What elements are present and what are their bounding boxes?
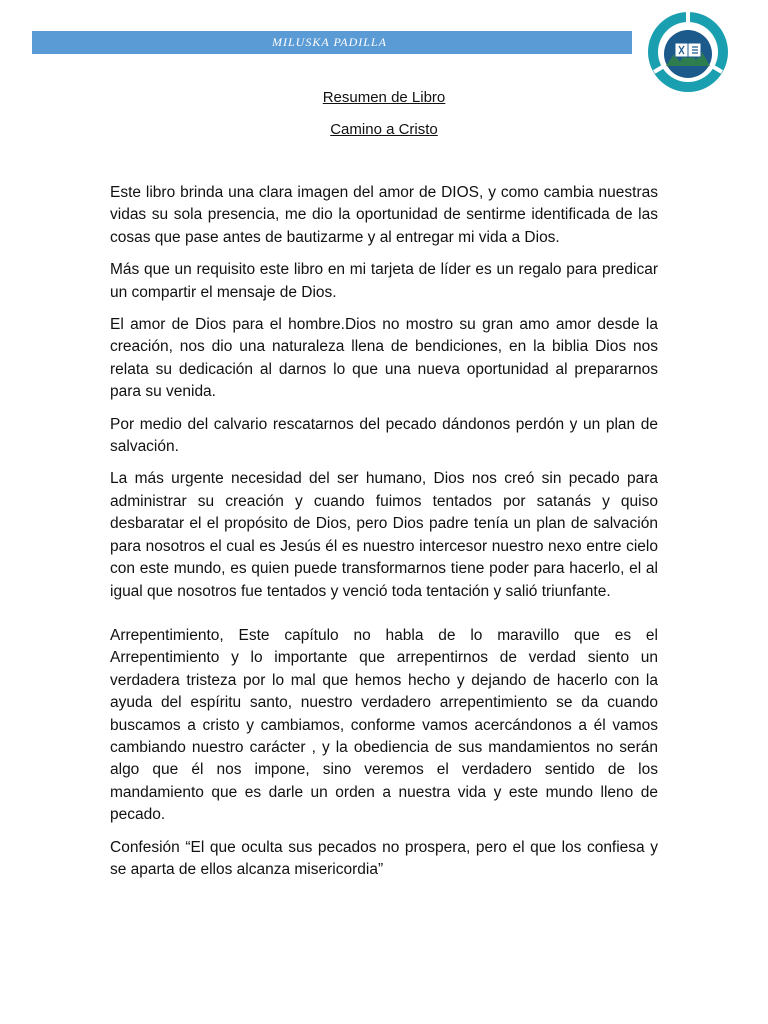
paragraph-calvario: Por medio del calvario rescatarnos del pecado dándonos perdón y un plan de salvación. <box>110 415 658 456</box>
paragraph-intro: Este libro brinda una clara imagen del amor de DIOS, y como cambia nuestras vidas su sola presencia, me dio la oportunidad de sentirme identificada de las cosas que pase antes de bautizarme y al entregar mi vida a Dios. <box>110 184 658 246</box>
title-line-2 <box>110 121 658 138</box>
title-line-1 <box>110 89 658 106</box>
author-name: MILUSKA PADILLA <box>272 35 387 49</box>
logo-emblem <box>646 10 730 94</box>
title-resumen: Resumen de Libro <box>322 89 446 106</box>
header-bar <box>32 31 632 54</box>
paragraph-confesion: Confesión “El que oculta sus pecados no prospera, pero el que los confiesa y se aparta de ellos alcanza misericordia” <box>110 838 658 878</box>
title-book: Camino a Cristo <box>330 121 438 138</box>
paragraph-amor-de-dios: El amor de Dios para el hombre.Dios no mostro su gran amo amor desde la creación, nos dio una naturaleza llena de bendiciones, en la biblia Dios nos relata su dedicación al darnos lo que una nueva oportunidad al prepararnos para su venida. <box>110 316 658 401</box>
document-body <box>110 182 658 891</box>
paragraph-necesidad: La más urgente necesidad del ser humano, Dios nos creó sin pecado para administrar su creación y cuando fuimos tentados por satanás y quiso desbaratar el el propósito de Dios, pero Dios padre tenía un plan de salvación para nosotros el cual es Jesús él es nuestro intercesor nuestro nexo entre cielo con este mundo, es quien puede transformarnos tiene poder para hacerlo, el al igual que nosotros fue tentados y venció toda tentación y salió triunfante. <box>110 470 658 600</box>
paragraph-arrepentimiento: Arrepentimiento, Este capítulo no habla de lo maravillo que es el Arrepentimiento y lo importante que arrepentirnos de verdad siento un verdadera tristeza por lo mal que hemos hecho y dejando de hacerlo con la ayuda del espíritu santo, nuestro verdadero arrepentimiento se da cuando buscamos a cristo y cambiamos, conforme vamos acercándonos a él vamos cambiando nuestro carácter , y la obediencia de sus mandamientos no serán algo que él nos impone, sino veremos el verdadero sentido de los mandamiento que es darle un orden a nuestra vida y este mundo lleno de pecado. <box>110 626 658 824</box>
paragraph-requisito: Más que un requisito este libro en mi tarjeta de líder es un regalo para predicar un compartir el mensaje de Dios. <box>110 261 658 301</box>
